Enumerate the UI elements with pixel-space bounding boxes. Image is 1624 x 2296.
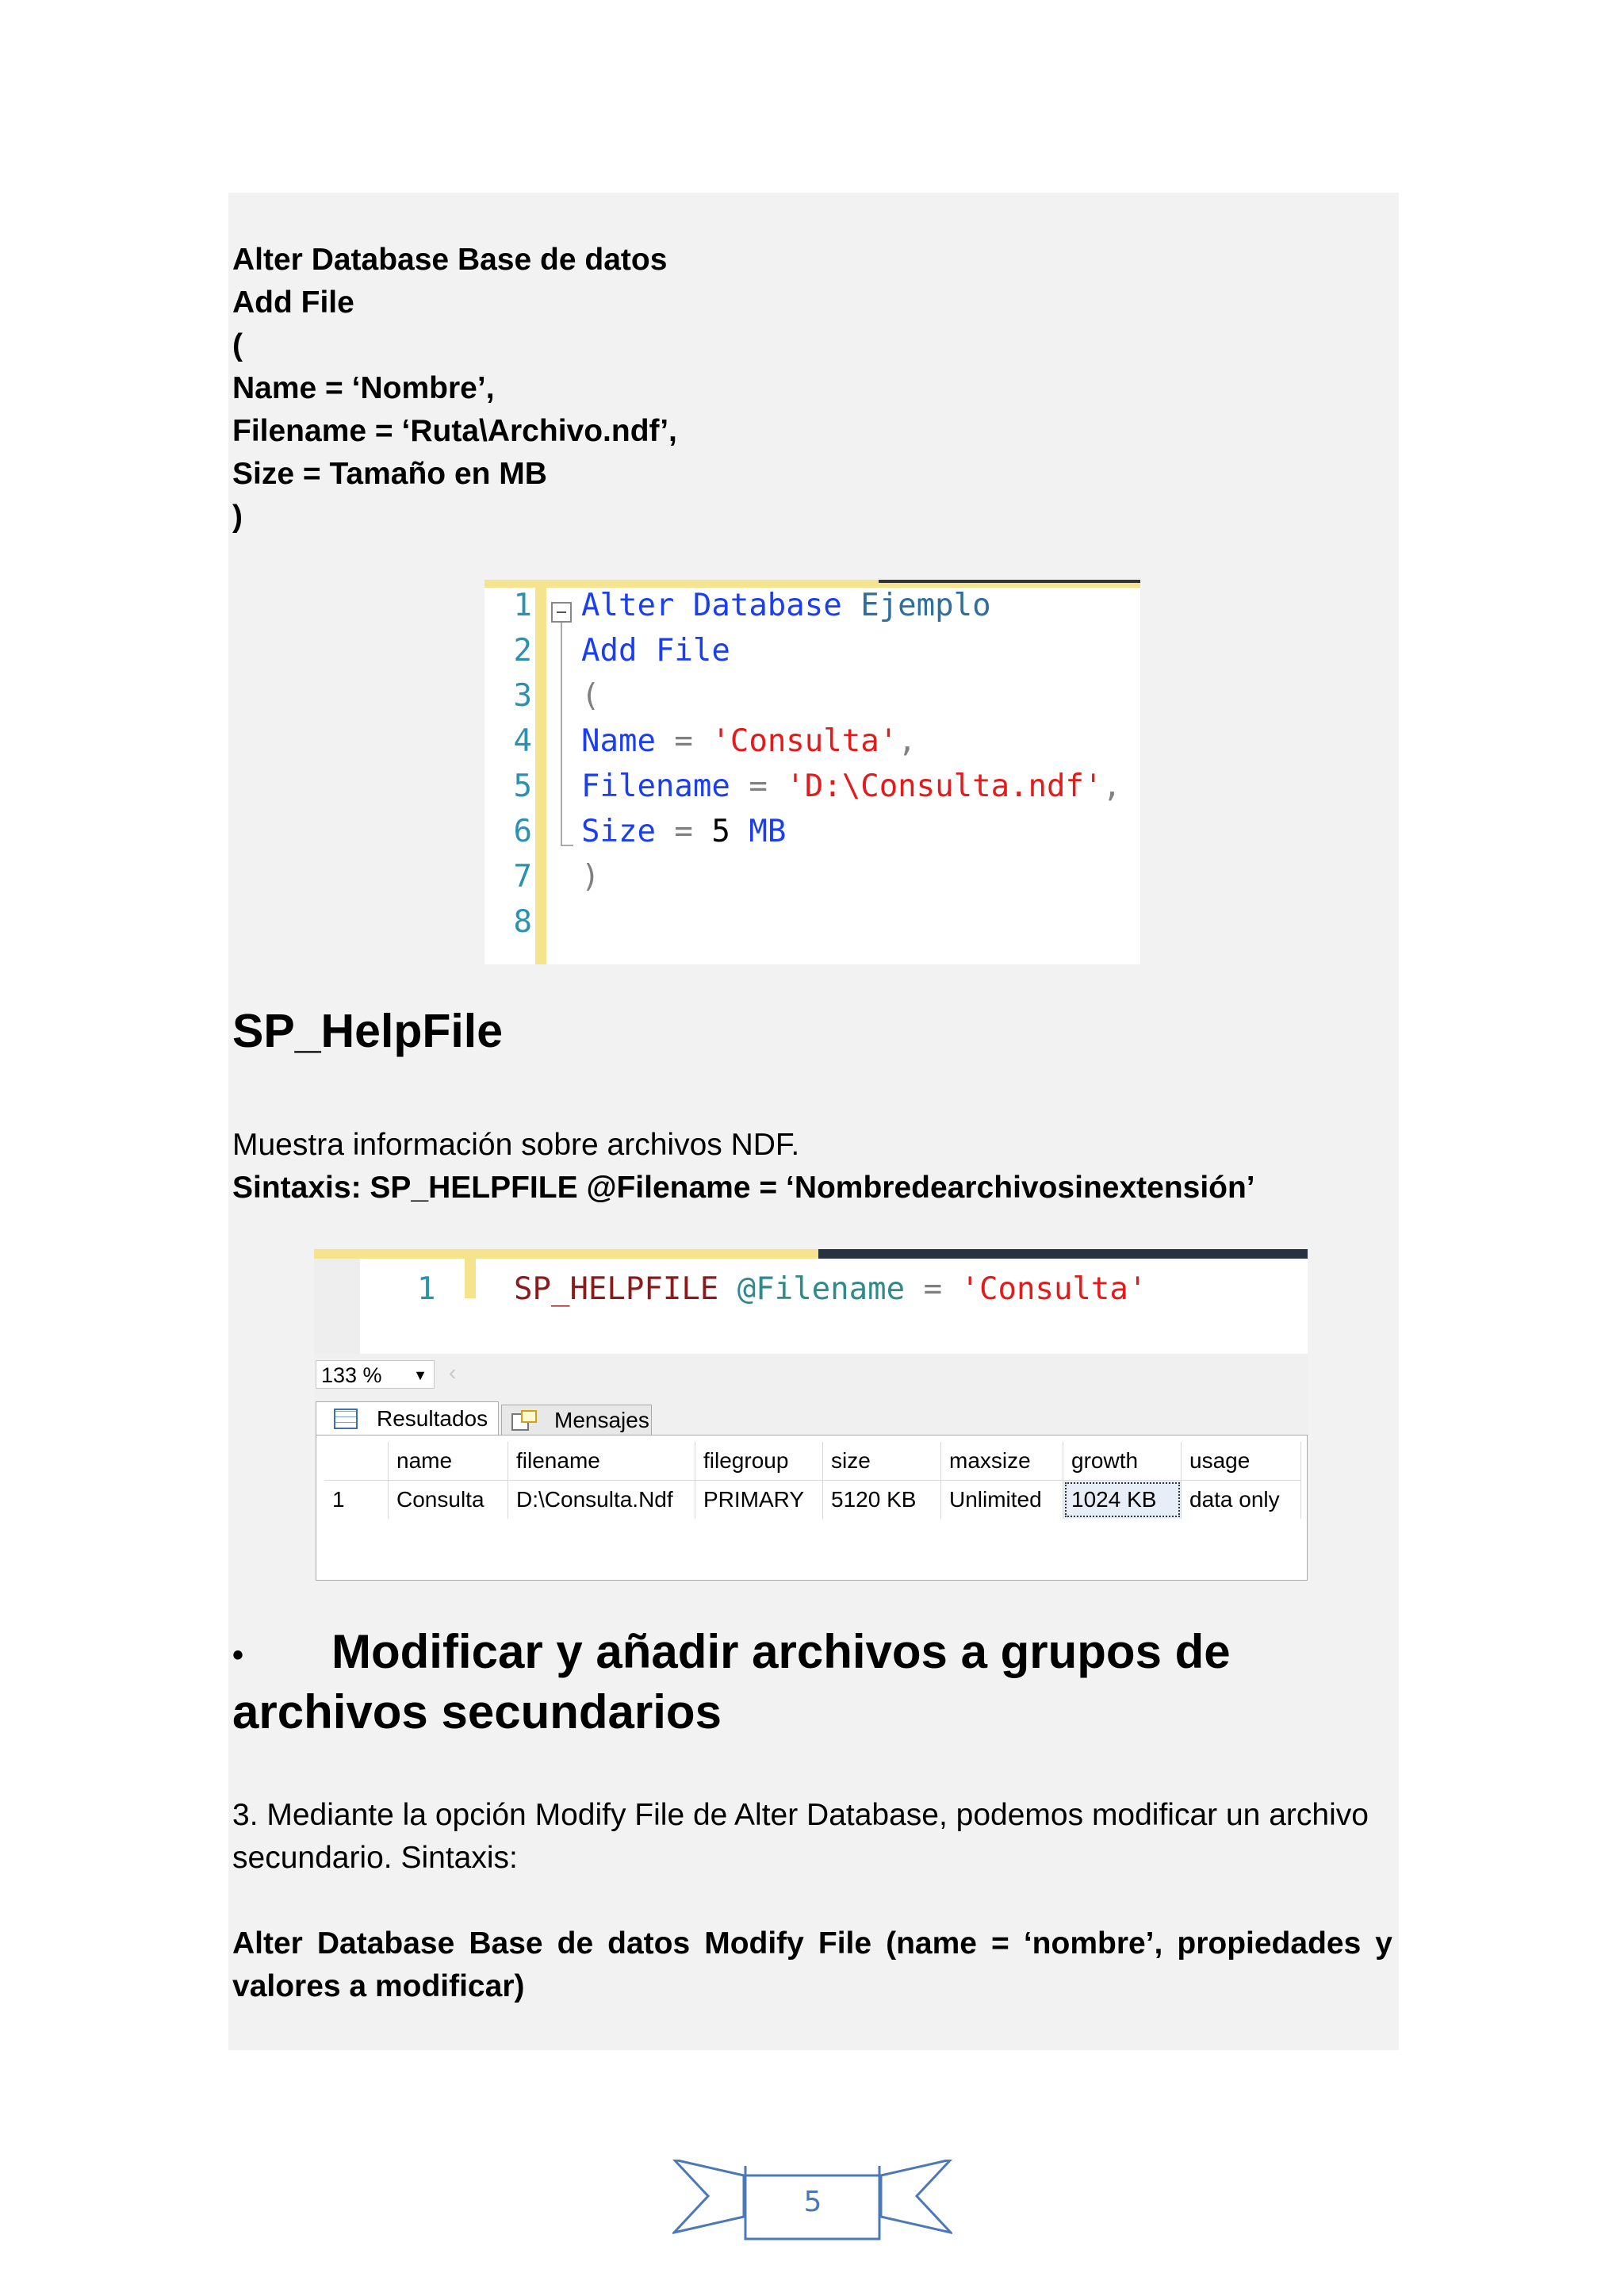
- column-header[interactable]: filename: [508, 1442, 695, 1481]
- helpfile-description: Muestra información sobre archivos NDF.: [232, 1128, 800, 1162]
- table-cell[interactable]: D:\Consulta.Ndf: [508, 1481, 695, 1520]
- editor-top-tick: [879, 580, 1140, 583]
- table-cell[interactable]: Consulta: [389, 1481, 508, 1520]
- column-header[interactable]: name: [389, 1442, 508, 1481]
- code-screenshot-alter-database: [485, 580, 1140, 964]
- ssms-helpfile-screenshot: [314, 1249, 1308, 1581]
- table-header-row: [324, 1442, 1301, 1481]
- column-header[interactable]: filegroup: [695, 1442, 823, 1481]
- syntax-line: ): [232, 500, 243, 534]
- line-number: 6: [513, 814, 532, 849]
- table-cell[interactable]: Unlimited: [941, 1481, 1063, 1520]
- column-header: [324, 1442, 389, 1481]
- syntax-line: (: [232, 328, 243, 362]
- row-number[interactable]: 1: [324, 1481, 389, 1520]
- code-line-6: Size = 5 MB: [581, 814, 787, 849]
- outline-line: [561, 623, 562, 845]
- editor-top-bar-dark: [818, 1249, 1308, 1259]
- modify-paragraph: 3. Mediante la opción Modify File de Alter Database, podemos modificar un archivo secundario. Sintaxis:: [232, 1798, 1369, 1875]
- change-margin: [465, 1259, 476, 1298]
- section-heading-modify: • Modificar y añadir archivos a grupos de archivos secundarios: [232, 1625, 1231, 1738]
- line-number: 1: [417, 1271, 436, 1307]
- column-header[interactable]: maxsize: [941, 1442, 1063, 1481]
- line-number: 5: [513, 769, 532, 804]
- scroll-left-icon[interactable]: ‹: [449, 1360, 457, 1385]
- line-number: 8: [513, 904, 532, 940]
- column-header[interactable]: growth: [1063, 1442, 1182, 1481]
- table-cell-selected[interactable]: 1024 KB: [1063, 1481, 1182, 1520]
- results-grid: [316, 1435, 1308, 1581]
- query-line: SP_HELPFILE @Filename = 'Consulta': [514, 1271, 1147, 1307]
- code-line-7: ): [581, 859, 600, 895]
- line-number: 4: [513, 723, 532, 759]
- line-number: 2: [513, 633, 532, 669]
- table-cell[interactable]: 5120 KB: [823, 1481, 941, 1520]
- table-row: [324, 1481, 1301, 1520]
- collapse-icon[interactable]: [551, 602, 572, 623]
- column-header[interactable]: usage: [1182, 1442, 1301, 1481]
- results-tabs: [314, 1397, 1308, 1435]
- table-cell[interactable]: PRIMARY: [695, 1481, 823, 1520]
- column-header[interactable]: size: [823, 1442, 941, 1481]
- syntax-line: Name = ‘Nombre’,: [232, 371, 495, 405]
- modify-syntax: Alter Database Base de datos Modify File (name = ‘nombre’, propiedades y valores a modificar): [232, 1926, 1392, 2003]
- line-number: 3: [513, 678, 532, 714]
- helpfile-syntax: Sintaxis: SP_HELPFILE @Filename = ‘Nombredearchivosinextensión’: [232, 1171, 1255, 1205]
- code-line-5: Filename = 'D:\Consulta.ndf',: [581, 769, 1121, 804]
- page-number: 5: [803, 2186, 822, 2218]
- syntax-line: Add File: [232, 286, 354, 320]
- table-cell[interactable]: data only: [1182, 1481, 1301, 1520]
- syntax-line: Size = Tamaño en MB: [232, 457, 547, 491]
- syntax-line: Alter Database Base de datos: [232, 243, 668, 277]
- zoom-dropdown[interactable]: 133 % ▼: [316, 1360, 435, 1389]
- code-line-3: (: [581, 678, 600, 714]
- code-line-4: Name = 'Consulta',: [581, 723, 917, 759]
- section-heading-helpfile: SP_HelpFile: [232, 1005, 504, 1057]
- syntax-line: Filename = ‘Ruta\Archivo.ndf’,: [232, 414, 677, 448]
- grid-icon: [334, 1409, 358, 1429]
- messages-icon: [511, 1410, 537, 1431]
- change-margin: [535, 588, 546, 964]
- line-number: 7: [513, 859, 532, 895]
- query-editor[interactable]: [314, 1249, 1308, 1354]
- bullet: •: [232, 1637, 244, 1673]
- tab-messages[interactable]: Mensajes: [501, 1405, 652, 1435]
- dropdown-arrow-icon: ▼: [413, 1367, 427, 1383]
- zoom-bar: [314, 1354, 1308, 1397]
- editor-gutter: [314, 1259, 360, 1354]
- tab-results[interactable]: Resultados: [316, 1401, 499, 1435]
- code-line-1: Alter Database Ejemplo: [581, 588, 991, 623]
- code-line-2: Add File: [581, 633, 730, 669]
- line-number: 1: [513, 588, 532, 623]
- outline-end: [561, 845, 573, 846]
